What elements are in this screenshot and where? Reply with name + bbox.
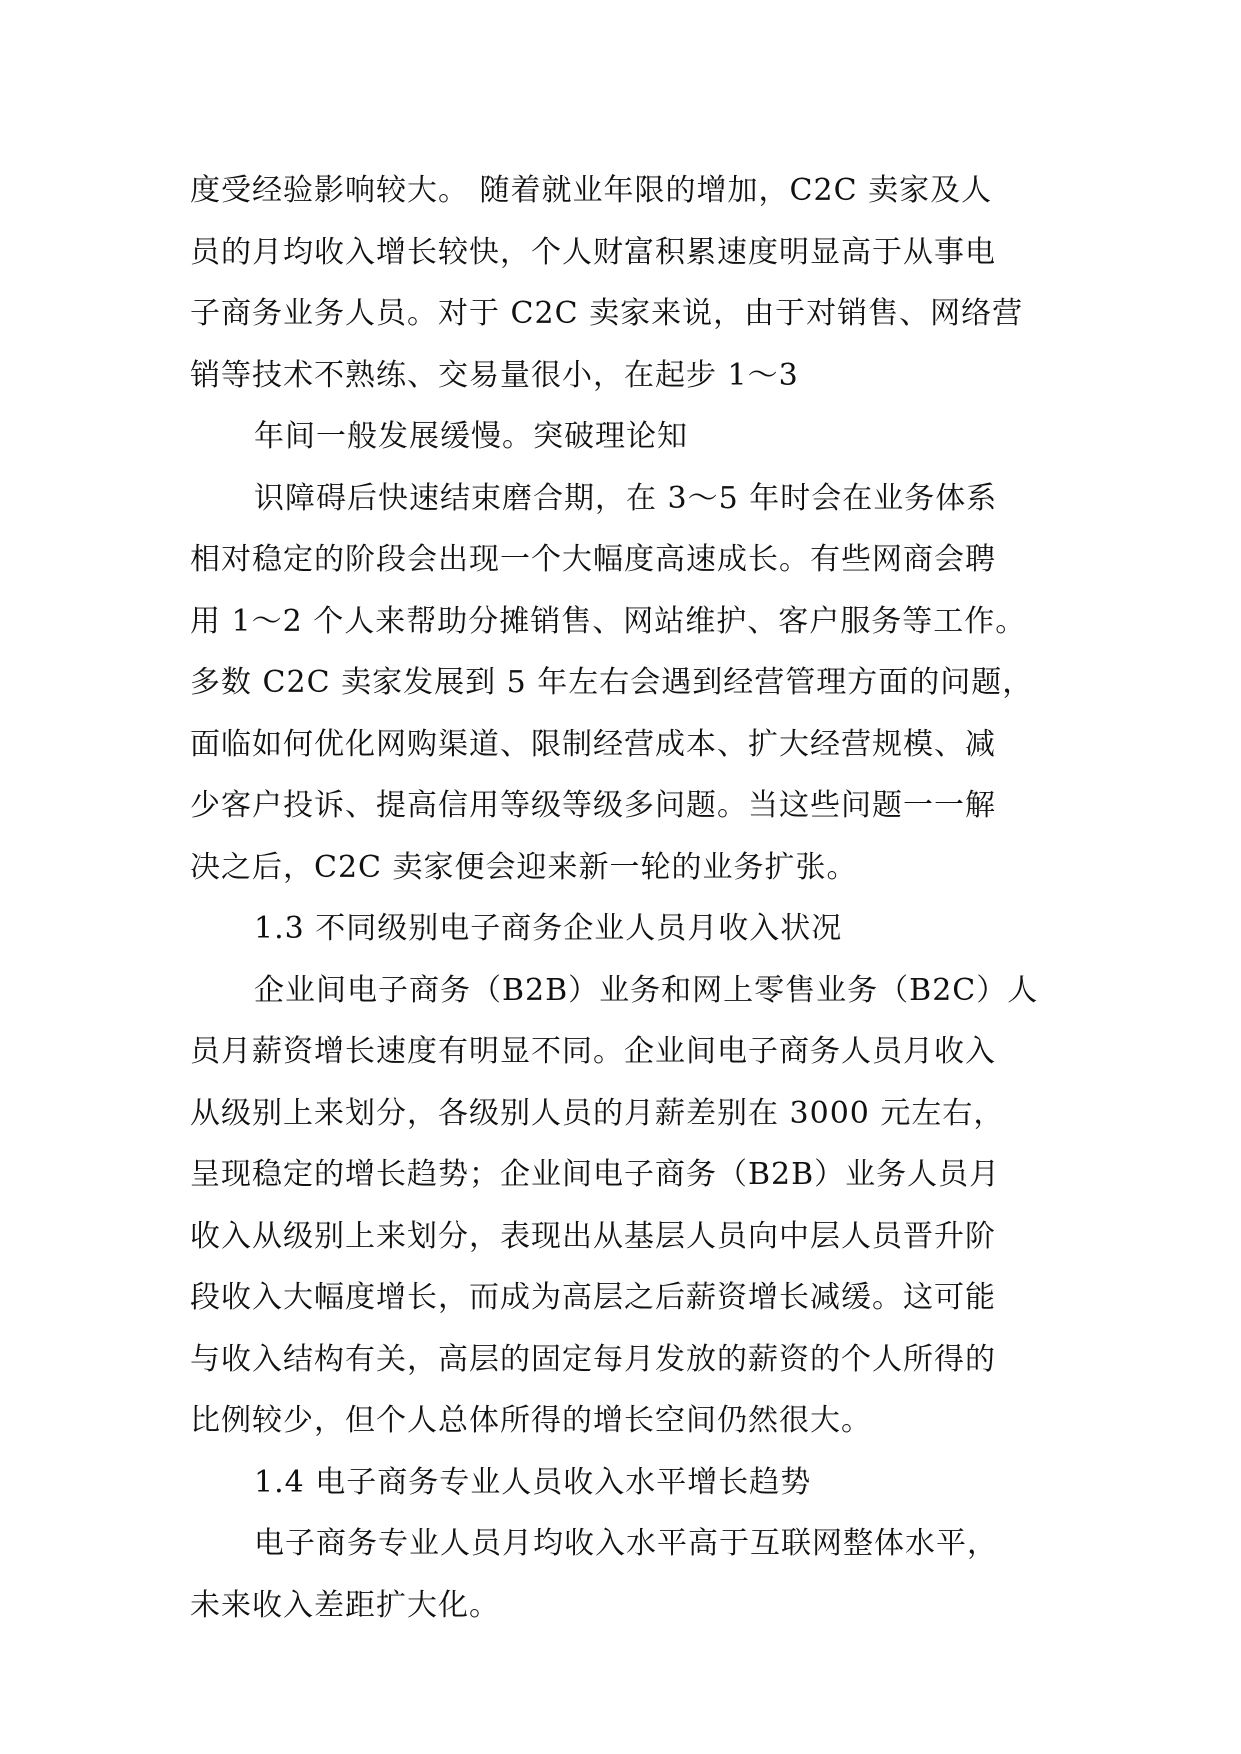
body-line: 子商务业务人员。对于 C2C 卖家来说，由于对销售、网络营 — [190, 296, 1024, 331]
document-body — [190, 160, 1060, 1636]
body-line: 比例较少，但个人总体所得的增长空间仍然很大。 — [190, 1403, 872, 1438]
section-heading-1-4: 1.4 电子商务专业人员收入水平增长趋势 — [254, 1464, 812, 1500]
body-line: 少客户投诉、提高信用等级等级多问题。当这些问题一一解 — [190, 788, 996, 823]
paragraph-start-line: 企业间电子商务（B2B）业务和网上零售业务（B2C）人 — [254, 972, 1039, 1008]
body-line: 面临如何优化网购渠道、限制经营成本、扩大经营规模、减 — [190, 726, 996, 762]
body-line: 呈现稳定的增长趋势；企业间电子商务（B2B）业务人员月 — [190, 1157, 1001, 1192]
body-line: 收入从级别上来划分，表现出从基层人员向中层人员晋升阶 — [190, 1218, 996, 1254]
body-line: 销等技术不熟练、交易量很小，在起步 1～3 — [190, 357, 799, 393]
section-heading-1-3: 1.3 不同级别电子商务企业人员月收入状况 — [254, 911, 843, 946]
body-line: 度受经验影响较大。 随着就业年限的增加，C2C 卖家及人 — [190, 173, 993, 208]
paragraph-start-line: 识障碍后快速结束磨合期，在 3～5 年时会在业务体系 — [254, 480, 998, 516]
body-line: 相对稳定的阶段会出现一个大幅度高速成长。有些网商会聘 — [190, 542, 996, 577]
body-line: 员月薪资增长速度有明显不同。企业间电子商务人员月收入 — [190, 1034, 996, 1069]
body-line: 段收入大幅度增长，而成为高层之后薪资增长减缓。这可能 — [190, 1280, 996, 1315]
body-line: 多数 C2C 卖家发展到 5 年左右会遇到经营管理方面的问题， — [190, 665, 1034, 700]
body-line: 从级别上来划分，各级别人员的月薪差别在 3000 元左右， — [190, 1095, 1005, 1131]
body-line: 用 1～2 个人来帮助分摊销售、网站维护、客户服务等工作。 — [190, 603, 1027, 639]
body-line: 决之后，C2C 卖家便会迎来新一轮的业务扩张。 — [190, 849, 858, 885]
body-line: 年间一般发展缓慢。突破理论知 — [254, 419, 688, 454]
body-line: 员的月均收入增长较快，个人财富积累速度明显高于从事电 — [190, 234, 996, 270]
paragraph-start-line: 电子商务专业人员月均收入水平高于互联网整体水平， — [254, 1526, 998, 1561]
body-line: 与收入结构有关，高层的固定每月发放的薪资的个人所得的 — [190, 1341, 996, 1377]
body-line: 未来收入差距扩大化。 — [190, 1587, 500, 1623]
